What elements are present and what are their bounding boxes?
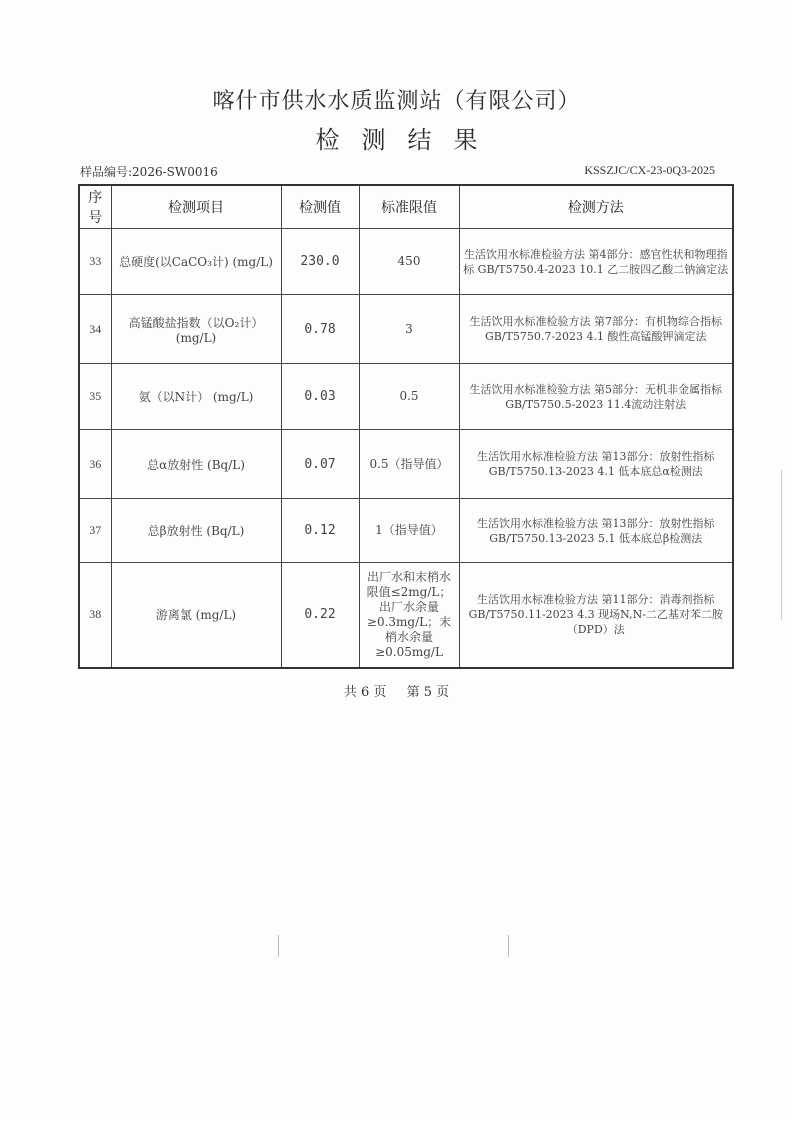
table-row <box>79 364 733 430</box>
test-item: 总β放射性 (Bq/L) <box>111 499 281 563</box>
test-method: 生活饮用水标准检验方法 第5部分：无机非金属指标 GB/T5750.5-2023 11.4流动注射法 <box>459 364 733 430</box>
table-row <box>79 229 733 295</box>
results-table <box>78 184 734 669</box>
test-method: 生活饮用水标准检验方法 第4部分：感官性状和物理指标 GB/T5750.4-2023 10.1 乙二胺四乙酸二钠滴定法 <box>459 229 733 295</box>
test-value: 0.07 <box>281 430 359 499</box>
standard-limit: 1（指导值） <box>359 499 459 563</box>
test-item: 氨（以N计） (mg/L) <box>111 364 281 430</box>
scan-artifact-line <box>781 470 782 620</box>
test-value: 0.12 <box>281 499 359 563</box>
row-number: 38 <box>79 563 111 668</box>
document-subtitle: 检测结果 <box>315 126 500 154</box>
row-number: 37 <box>79 499 111 563</box>
test-value: 0.22 <box>281 563 359 668</box>
standard-limit: 0.5 <box>359 364 459 430</box>
test-method: 生活饮用水标准检验方法 第13部分：放射性指标GB/T5750.13-2023 4.1 低本底总α检测法 <box>459 430 733 499</box>
test-method: 生活饮用水标准检验方法 第11部分：消毒剂指标 GB/T5750.11-2023 4.3 现场N,N-二乙基对苯二胺（DPD）法 <box>459 563 733 668</box>
column-header-limit: 标准限值 <box>359 185 459 229</box>
row-number: 36 <box>79 430 111 499</box>
row-number: 33 <box>79 229 111 295</box>
test-value: 0.78 <box>281 295 359 364</box>
test-item: 游离氯 (mg/L) <box>111 563 281 668</box>
test-value: 230.0 <box>281 229 359 295</box>
scan-artifact-line <box>278 935 279 957</box>
table-row <box>79 430 733 499</box>
column-header-value: 检测值 <box>281 185 359 229</box>
test-method: 生活饮用水标准检验方法 第13部分：放射性指标GB/T5750.13-2023 5.1 低本底总β检测法 <box>459 499 733 563</box>
standard-limit: 出厂水和末梢水限值≤2mg/L；出厂水余量≥0.3mg/L；末梢水余量≥0.05mg/L <box>359 563 459 668</box>
total-pages: 共 6 页 <box>343 685 387 700</box>
sample-number: 样品编号:2026-SW0016 <box>80 165 218 179</box>
test-item: 总α放射性 (Bq/L) <box>111 430 281 499</box>
document-title: 喀什市供水水质监测站（有限公司） <box>212 89 581 114</box>
table-header-row <box>79 185 733 229</box>
standard-limit: 450 <box>359 229 459 295</box>
table-row <box>79 563 733 668</box>
row-number: 35 <box>79 364 111 430</box>
table-row <box>79 499 733 563</box>
standard-limit: 3 <box>359 295 459 364</box>
row-number: 34 <box>79 295 111 364</box>
test-item: 高锰酸盐指数（以O₂计） (mg/L) <box>111 295 281 364</box>
standard-limit: 0.5（指导值） <box>359 430 459 499</box>
test-item: 总硬度(以CaCO₃计) (mg/L) <box>111 229 281 295</box>
document-code: KSSZJC/CX-23-0Q3-2025 <box>584 163 715 177</box>
page-footer <box>0 681 793 700</box>
column-header-method: 检测方法 <box>459 185 733 229</box>
test-method: 生活饮用水标准检验方法 第7部分：有机物综合指标 GB/T5750.7-2023 4.1 酸性高锰酸钾滴定法 <box>459 295 733 364</box>
scan-artifact-line <box>508 935 509 957</box>
column-header-no: 序号 <box>79 185 111 229</box>
column-header-item: 检测项目 <box>111 185 281 229</box>
test-value: 0.03 <box>281 364 359 430</box>
current-page: 第 5 页 <box>406 685 450 700</box>
table-row <box>79 295 733 364</box>
